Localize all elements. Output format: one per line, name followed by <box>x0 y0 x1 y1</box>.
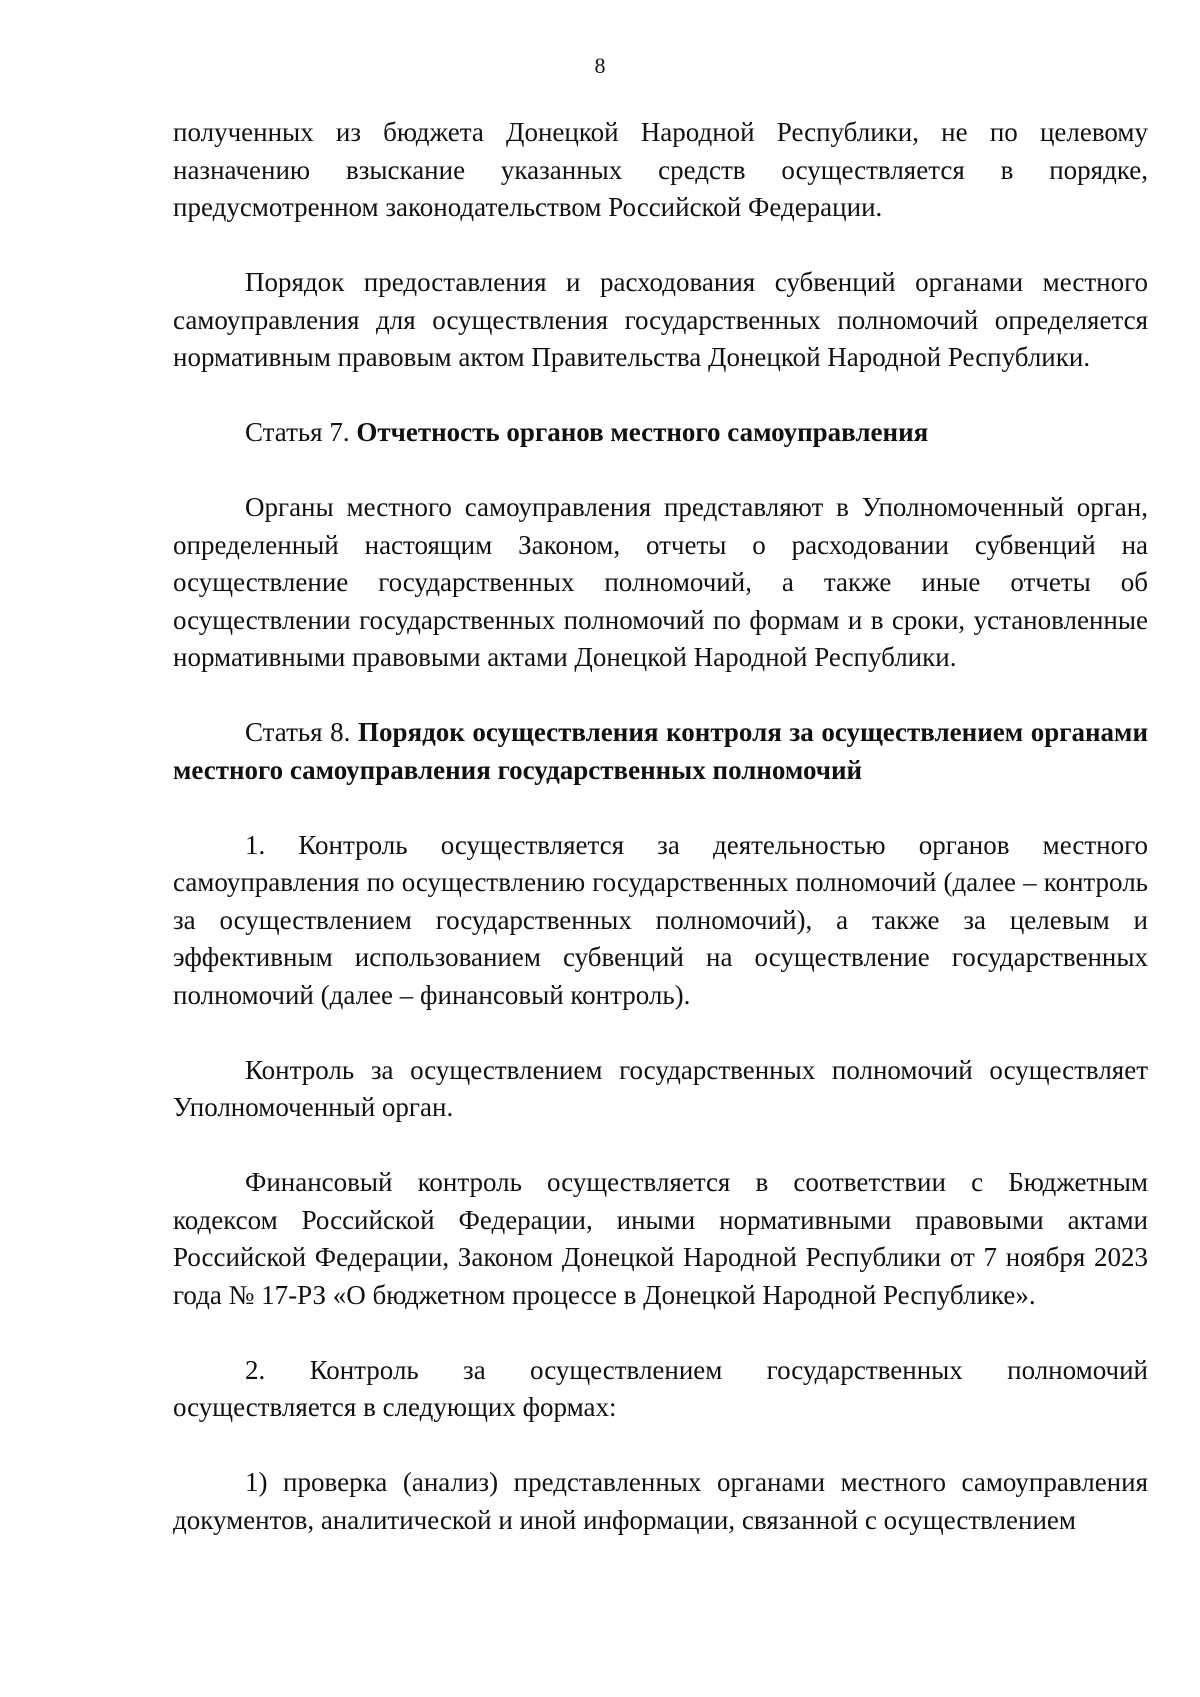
article-8-title: Порядок осуществления контроля за осуществлением органами местного самоуправления государственных полномочий <box>173 717 1149 785</box>
article-7-number: Статья 7. <box>245 417 350 447</box>
article-7-title: Отчетность органов местного самоуправления <box>356 417 929 447</box>
page-number: 8 <box>594 53 606 78</box>
paragraph-continuation: полученных из бюджета Донецкой Народной Республики, не по целевому назначению взыскание указанных средств осуществляется в порядке, предусмотренном законодательством Российской Федерации. <box>173 117 1148 222</box>
paragraph-control-authority: Контроль за осуществлением государственных полномочий осуществляет Уполномоченный орган. <box>173 1054 1148 1122</box>
article-8-number: Статья 8. <box>245 717 351 747</box>
paragraph-form-1: 1) проверка (анализ) представленных органами местного самоуправления документов, аналитической и иной информации, связанной с осуществлением <box>173 1467 1148 1535</box>
paragraph-control-forms: 2. Контроль за осуществлением государственных полномочий осуществляется в следующих формах: <box>173 1354 1148 1422</box>
article-7-heading <box>173 414 1148 452</box>
document-body <box>173 114 1148 1539</box>
paragraph-reporting: Органы местного самоуправления представляют в Уполномоченный орган, определенный настоящим Законом, отчеты о расходовании субвенций на осуществление государственных полномочий, а также иные отчеты об осуществлении государственных полномочий по формам и в сроки, установленные нормативными правовыми актами Донецкой Народной Республики. <box>173 492 1148 672</box>
article-8-heading <box>173 714 1148 789</box>
paragraph-subvention-procedure: Порядок предоставления и расходования субвенций органами местного самоуправления для осуществления государственных полномочий определяется нормативным правовым актом Правительства Донецкой Народной Республики. <box>173 267 1148 372</box>
paragraph-financial-control: Финансовый контроль осуществляется в соответствии с Бюджетным кодексом Российской Федерации, иными нормативными правовыми актами Российской Федерации, Законом Донецкой Народной Республики от 7 ноября 2023 года № 17-РЗ «О бюджетном процессе в Донецкой Народной Республике». <box>173 1167 1148 1310</box>
paragraph-control-1: 1. Контроль осуществляется за деятельностью органов местного самоуправления по осуществлению государственных полномочий (далее – контроль за осуществлением государственных полномочий), а также за целевым и эффективным использованием субвенций на осуществление государственных полномочий (далее – финансовый контроль). <box>173 829 1148 1010</box>
